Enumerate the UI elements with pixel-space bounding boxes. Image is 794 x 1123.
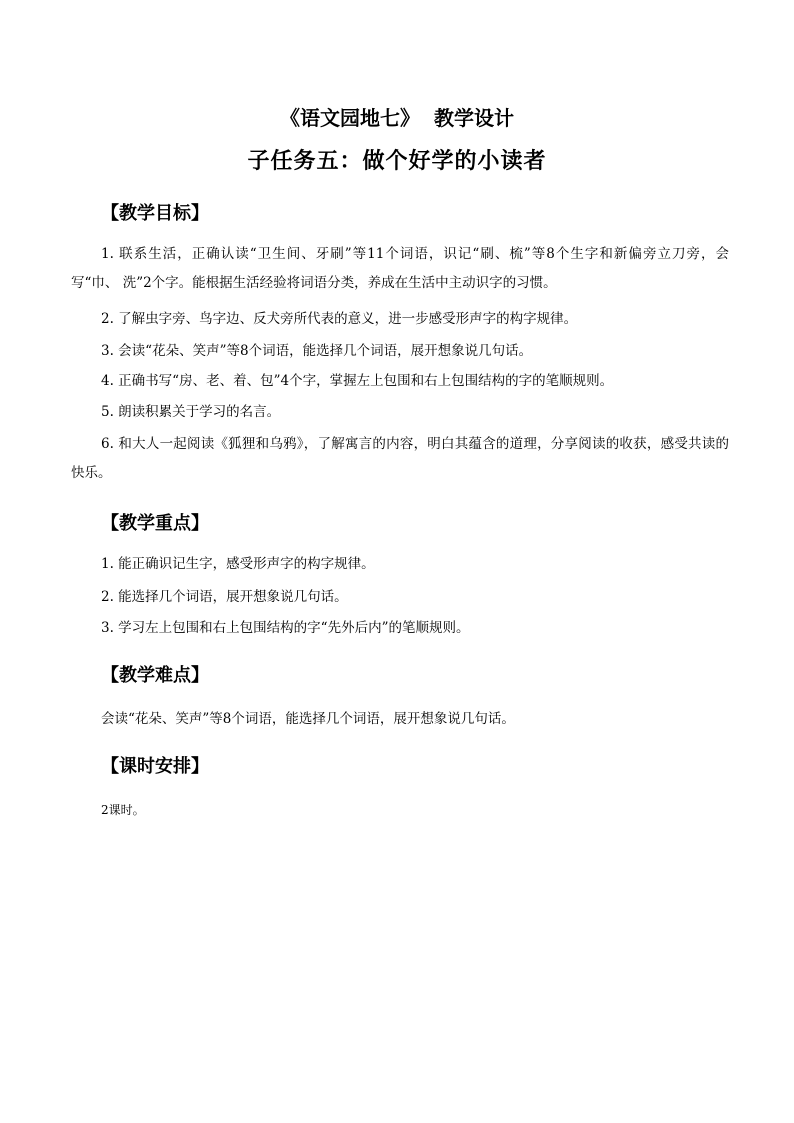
key-point-item-2: 2. 能选择几个词语，展开想象说几句话。	[101, 589, 348, 605]
schedule-heading: 【课时安排】	[101, 756, 209, 777]
objective-item-5: 5. 朗读积累关于学习的名言。	[101, 404, 281, 420]
document-title: 《语文园地七》 教学设计	[280, 106, 514, 130]
objective-item-3: 3. 会读“花朵、笑声”等8个词语，能选择几个词语，展开想象说几句话。	[101, 343, 533, 359]
objective-item-6: 6. 和大人一起阅读《狐狸和乌鸦》，了解寓言的内容，明白其蕴含的道理，分享阅读的收获，感受共读的快乐。	[71, 436, 729, 481]
objective-item-1: 1. 联系生活，正确认读“卫生间、牙刷”等11个词语，识记“刷、梳”等8个生字和新偏旁立刀旁，会写“巾、 洗”2个字。能根据生活经验将词语分类，养成在生活中主动识字的习惯。	[71, 246, 729, 291]
objective-item-4: 4. 正确书写“房、老、着、包”4个字，掌握左上包围和右上包围结构的字的笔顺规则。	[101, 373, 614, 389]
document-subtitle: 子任务五：做个好学的小读者	[247, 149, 547, 174]
key-points-heading: 【教学重点】	[101, 513, 209, 534]
schedule-text: 2课时。	[101, 803, 145, 817]
key-point-item-1: 1. 能正确识记生字，感受形声字的构字规律。	[101, 556, 375, 572]
difficulties-heading: 【教学难点】	[101, 665, 209, 686]
objective-item-2: 2. 了解虫字旁、鸟字边、反犬旁所代表的意义，进一步感受形声字的构字规律。	[101, 311, 578, 327]
objectives-heading: 【教学目标】	[101, 203, 209, 224]
key-point-item-3: 3. 学习左上包围和右上包围结构的字“先外后内”的笔顺规则。	[101, 620, 470, 636]
difficulties-text: 会读“花朵、笑声”等8个词语，能选择几个词语，展开想象说几句话。	[101, 711, 515, 727]
